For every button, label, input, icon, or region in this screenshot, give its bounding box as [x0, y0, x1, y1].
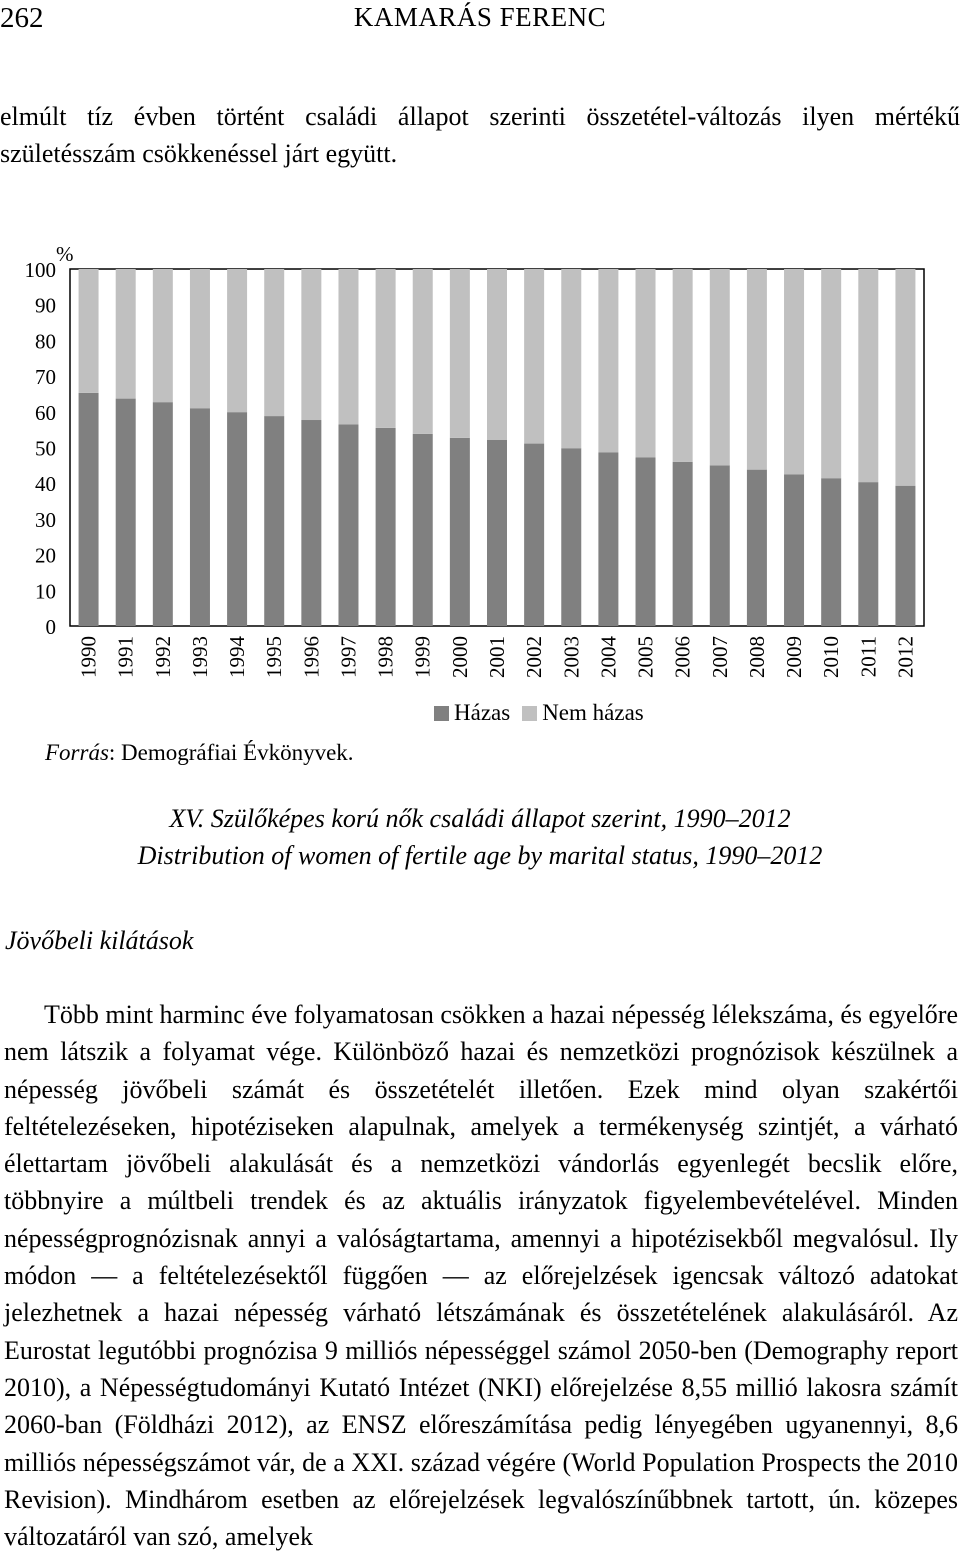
caption-hungarian: XV. Szülőképes korú nők családi állapot szerint, 1990–2012 — [169, 804, 791, 833]
bar-hazas — [747, 470, 767, 626]
x-tick-label: 2007 — [707, 636, 732, 678]
bar-hazas — [153, 402, 173, 626]
x-tick-label: 1999 — [410, 636, 435, 678]
bar-nem-hazas — [153, 269, 173, 402]
y-tick-label: 40 — [35, 472, 56, 497]
bar-hazas — [264, 416, 284, 626]
bar-nem-hazas — [413, 269, 433, 434]
bar-nem-hazas — [784, 269, 804, 474]
bar-nem-hazas — [561, 269, 581, 448]
bar-nem-hazas — [79, 269, 99, 393]
x-tick-label: 1998 — [373, 636, 398, 678]
y-tick-label: 0 — [45, 615, 56, 639]
intro-text: elmúlt tíz évben történt családi állapot szerinti összetétel-változás ilyen mértékű születésszám csökkenéssel járt együtt. — [0, 102, 960, 168]
bar-hazas — [227, 412, 247, 626]
bar-hazas — [524, 444, 544, 626]
bar-hazas — [79, 393, 99, 626]
x-tick-label: 2005 — [633, 636, 658, 678]
bar-hazas — [413, 434, 433, 626]
source-note — [45, 740, 354, 766]
bar-nem-hazas — [710, 269, 730, 465]
section-heading: Jövőbeli kilátások — [5, 926, 194, 955]
bar-nem-hazas — [376, 269, 396, 428]
y-tick-label: 90 — [35, 293, 56, 318]
bar-hazas — [858, 482, 878, 626]
bar-hazas — [821, 478, 841, 626]
bar-hazas — [598, 452, 618, 626]
x-tick-label: 1990 — [76, 636, 101, 678]
y-tick-label: 10 — [35, 579, 56, 604]
bar-hazas — [673, 462, 693, 626]
x-tick-label: 2006 — [670, 636, 695, 678]
bar-nem-hazas — [673, 269, 693, 462]
bar-nem-hazas — [487, 269, 507, 440]
y-tick-label: 30 — [35, 507, 56, 532]
bar-nem-hazas — [858, 269, 878, 482]
x-tick-label: 2003 — [559, 636, 584, 678]
bar-nem-hazas — [338, 269, 358, 424]
bar-hazas — [784, 474, 804, 626]
x-tick-label: 1993 — [187, 636, 212, 678]
bar-hazas — [376, 428, 396, 626]
y-tick-label: 100 — [24, 258, 56, 282]
legend-swatch-nem-hazas — [522, 706, 537, 721]
y-tick-label: 50 — [35, 436, 56, 461]
bar-hazas — [895, 486, 915, 626]
bar-hazas — [636, 457, 656, 626]
y-tick-label: 60 — [35, 400, 56, 425]
x-tick-label: 2000 — [447, 636, 472, 678]
bar-nem-hazas — [747, 269, 767, 470]
bar-nem-hazas — [895, 269, 915, 486]
running-title: KAMARÁS FERENC — [353, 2, 607, 32]
x-tick-label: 1992 — [150, 636, 175, 678]
bar-hazas — [116, 399, 136, 626]
bar-nem-hazas — [636, 269, 656, 457]
source-label: Forrás — [45, 740, 109, 765]
x-tick-label: 1991 — [113, 636, 138, 678]
x-tick-label: 1994 — [225, 636, 250, 678]
y-unit-label: % — [56, 242, 74, 266]
bar-hazas — [190, 408, 210, 626]
x-tick-label: 1995 — [262, 636, 287, 678]
bar-hazas — [338, 424, 358, 626]
bar-hazas — [710, 465, 730, 626]
source-text: : Demográfiai Évkönyvek. — [108, 740, 354, 765]
page-number: 262 — [0, 2, 44, 34]
bar-nem-hazas — [264, 269, 284, 416]
x-tick-label: 2008 — [744, 636, 769, 678]
bar-nem-hazas — [524, 269, 544, 444]
x-tick-label: 1997 — [336, 636, 361, 678]
bar-hazas — [301, 420, 321, 626]
bar-hazas — [450, 438, 470, 626]
bar-hazas — [561, 448, 581, 626]
chart-legend — [434, 700, 644, 726]
x-tick-label: 2002 — [522, 636, 547, 678]
body-paragraph: Több mint harminc éve folyamatosan csökken a hazai népesség lélekszáma, és egyelőre nem látszik a folyamat vége. Különböző hazai és nemzetközi prognózisok készülnek a népesség jövőbeli számát és összetételét illetően. Ezek mind olyan szakértői feltételezéseken, hipotéziseken alapulnak, amelyek a termékenység szintjét, a várható élettartam jövőbeli alakulását és a nemzetközi vándorlás egyenlegét becslik előre, többnyire a múltbeli trendek és az aktuális irányzatok figyelembevételével. Minden népességprognózisnak annyi a valóságtartama, amennyi a hipotézisekből megvalósul. Ily módon — a feltételezésektől függően — az előrejelzések igencsak változó adatokat jelezhetnek a hazai népesség várható létszámának és összetételének alakulásáról. Az Eurostat legutóbbi prognózisa 9 milliós népességgel számol 2050-ben (Demography report 2010), a Népességtudományi Kutató Intézet (NKI) előrejelzése 8,55 millió lakosra számít 2060-ban (Földházi 2012), az ENSZ előreszámítása pedig lényegében ugyanennyi, 8,6 milliós népességszámot vár, de a XXI. század végére (World Population Prospects the 2010 Revision). Mindhárom esetben az előrejelzések legvalószínűbbnek tartott, ún. közepes változatáról van szó, amelyek — [4, 1000, 958, 1552]
y-tick-label: 20 — [35, 543, 56, 568]
bar-hazas — [487, 440, 507, 626]
legend-item-nem-hazas — [522, 700, 644, 726]
legend-swatch-hazas — [434, 706, 449, 721]
legend-label-nem-hazas: Nem házas — [542, 700, 644, 725]
x-tick-label: 2011 — [856, 636, 881, 678]
bar-nem-hazas — [450, 269, 470, 438]
intro-paragraph — [0, 98, 960, 172]
y-tick-label: 70 — [35, 365, 56, 390]
x-tick-label: 2004 — [596, 636, 621, 678]
bar-nem-hazas — [821, 269, 841, 478]
x-tick-label: 2001 — [485, 636, 509, 678]
legend-item-hazas — [434, 700, 510, 726]
x-tick-label: 2010 — [819, 636, 844, 678]
bar-nem-hazas — [301, 269, 321, 420]
x-tick-label: 2012 — [893, 636, 918, 678]
bar-nem-hazas — [227, 269, 247, 412]
bar-nem-hazas — [598, 269, 618, 452]
figure-caption — [0, 800, 960, 874]
bar-nem-hazas — [116, 269, 136, 399]
x-tick-label: 1996 — [299, 636, 324, 678]
x-tick-label: 2009 — [782, 636, 807, 678]
caption-english: Distribution of women of fertile age by marital status, 1990–2012 — [137, 841, 823, 870]
legend-label-hazas: Házas — [454, 700, 511, 725]
stacked-bar-chart — [0, 236, 960, 736]
bar-nem-hazas — [190, 269, 210, 408]
y-tick-label: 80 — [35, 329, 56, 354]
